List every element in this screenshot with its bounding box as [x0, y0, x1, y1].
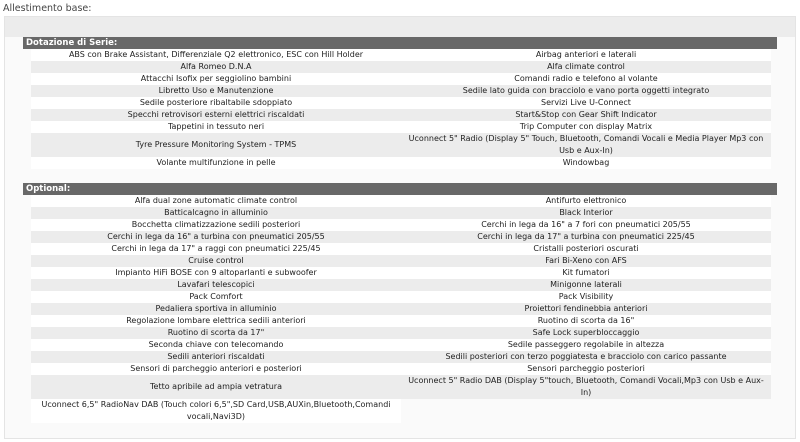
- table-row: [31, 243, 771, 255]
- equipment-item: Kit fumatori: [401, 267, 771, 279]
- equipment-item: Libretto Uso e Manutenzione: [31, 85, 401, 97]
- table-row: [31, 207, 771, 219]
- equipment-item: Uconnect 6,5" RadioNav DAB (Touch colori 6,5",SD Card,USB,AUXin,Bluetooth,Comandi vocali,Navi3D): [31, 399, 401, 423]
- equipment-item: Cerchi in lega da 16" a 7 fori con pneumatici 205/55: [401, 219, 771, 231]
- equipment-item: Start&Stop con Gear Shift Indicator: [401, 109, 771, 121]
- equipment-item: Sedile lato guida con bracciolo e vano porta oggetti integrato: [401, 85, 771, 97]
- equipment-item: Uconnect 5" Radio (Display 5" Touch, Bluetooth, Comandi Vocali e Media Player Mp3 con Usb e Aux-In): [401, 133, 771, 157]
- equipment-item: Airbag anteriori e laterali: [401, 49, 771, 61]
- equipment-item: Servizi Live U-Connect: [401, 97, 771, 109]
- table-row: [31, 351, 771, 363]
- table-row: [31, 49, 771, 61]
- equipment-item: Proiettori fendinebbia anteriori: [401, 303, 771, 315]
- equipment-item: Sedili anteriori riscaldati: [31, 351, 401, 363]
- table-row: [31, 219, 771, 231]
- equipment-table: [31, 195, 771, 423]
- table-row: [31, 375, 771, 399]
- equipment-item: Pack Comfort: [31, 291, 401, 303]
- section-header: Optional:: [23, 183, 777, 195]
- equipment-item: Tappetini in tessuto neri: [31, 121, 401, 133]
- equipment-item: Ruotino di scorta da 16": [401, 315, 771, 327]
- table-row: [31, 399, 771, 423]
- table-row: [31, 121, 771, 133]
- equipment-item: Lavafari telescopici: [31, 279, 401, 291]
- equipment-item: Attacchi Isofix per seggiolino bambini: [31, 73, 401, 85]
- table-row: [31, 195, 771, 207]
- table-row: [31, 315, 771, 327]
- equipment-panel: [4, 16, 796, 439]
- equipment-item: Pack Visibility: [401, 291, 771, 303]
- table-row: [31, 267, 771, 279]
- equipment-item: Volante multifunzione in pelle: [31, 157, 401, 169]
- equipment-item: Bocchetta climatizzazione sedili posteriori: [31, 219, 401, 231]
- equipment-item: Sedile passeggero regolabile in altezza: [401, 339, 771, 351]
- equipment-item: Cerchi in lega da 17" a raggi con pneumatici 225/45: [31, 243, 401, 255]
- equipment-item: Specchi retrovisori esterni elettrici riscaldati: [31, 109, 401, 121]
- equipment-item: Alfa dual zone automatic climate control: [31, 195, 401, 207]
- equipment-item: Minigonne laterali: [401, 279, 771, 291]
- equipment-item: Pedaliera sportiva in alluminio: [31, 303, 401, 315]
- equipment-item: Safe Lock superbloccaggio: [401, 327, 771, 339]
- equipment-item: ABS con Brake Assistant, Differenziale Q2 elettronico, ESC con Hill Holder: [31, 49, 401, 61]
- equipment-item: Batticalcagno in alluminio: [31, 207, 401, 219]
- equipment-item: Windowbag: [401, 157, 771, 169]
- table-row: [31, 231, 771, 243]
- table-row: [31, 327, 771, 339]
- section-standard: [23, 37, 777, 169]
- equipment-item: Comandi radio e telefono al volante: [401, 73, 771, 85]
- table-row: [31, 303, 771, 315]
- table-row: [31, 279, 771, 291]
- equipment-item: Cerchi in lega da 16" a turbina con pneumatici 205/55: [31, 231, 401, 243]
- table-row: [31, 85, 771, 97]
- table-row: [31, 157, 771, 169]
- equipment-item: Cerchi in lega da 17" a turbina con pneumatici 225/45: [401, 231, 771, 243]
- equipment-item: Tetto apribile ad ampia vetratura: [31, 375, 401, 399]
- equipment-item: Regolazione lombare elettrica sedili anteriori: [31, 315, 401, 327]
- equipment-item: Fari Bi-Xeno con AFS: [401, 255, 771, 267]
- equipment-item: Sensori parcheggio posteriori: [401, 363, 771, 375]
- table-row: [31, 363, 771, 375]
- equipment-item: Cruise control: [31, 255, 401, 267]
- table-row: [31, 133, 771, 157]
- equipment-table: [31, 49, 771, 169]
- table-row: [31, 255, 771, 267]
- equipment-item: Antifurto elettronico: [401, 195, 771, 207]
- table-row: [31, 97, 771, 109]
- equipment-item: Tyre Pressure Monitoring System - TPMS: [31, 133, 401, 157]
- page-title: Allestimento base:: [3, 3, 92, 14]
- section-optional: [23, 183, 777, 423]
- equipment-item: Trip Computer con display Matrix: [401, 121, 771, 133]
- table-row: [31, 109, 771, 121]
- equipment-item: Sedile posteriore ribaltabile sdoppiato: [31, 97, 401, 109]
- panel-band: [5, 17, 795, 37]
- table-row: [31, 339, 771, 351]
- section-header: Dotazione di Serie:: [23, 37, 777, 49]
- equipment-item: Sensori di parcheggio anteriori e posteriori: [31, 363, 401, 375]
- table-row: [31, 61, 771, 73]
- table-row: [31, 73, 771, 85]
- equipment-item: Alfa Romeo D.N.A: [31, 61, 401, 73]
- equipment-item: Seconda chiave con telecomando: [31, 339, 401, 351]
- table-row: [31, 291, 771, 303]
- equipment-item: Alfa climate control: [401, 61, 771, 73]
- equipment-item: Impianto HiFi BOSE con 9 altoparlanti e subwoofer: [31, 267, 401, 279]
- equipment-item: Black Interior: [401, 207, 771, 219]
- equipment-item: Uconnect 5" Radio DAB (Display 5"touch, Bluetooth, Comandi Vocali,Mp3 con Usb e Aux-In): [401, 375, 771, 399]
- equipment-item: [401, 399, 771, 423]
- equipment-item: Ruotino di scorta da 17": [31, 327, 401, 339]
- equipment-item: Sedili posteriori con terzo poggiatesta e bracciolo con carico passante: [401, 351, 771, 363]
- equipment-item: Cristalli posteriori oscurati: [401, 243, 771, 255]
